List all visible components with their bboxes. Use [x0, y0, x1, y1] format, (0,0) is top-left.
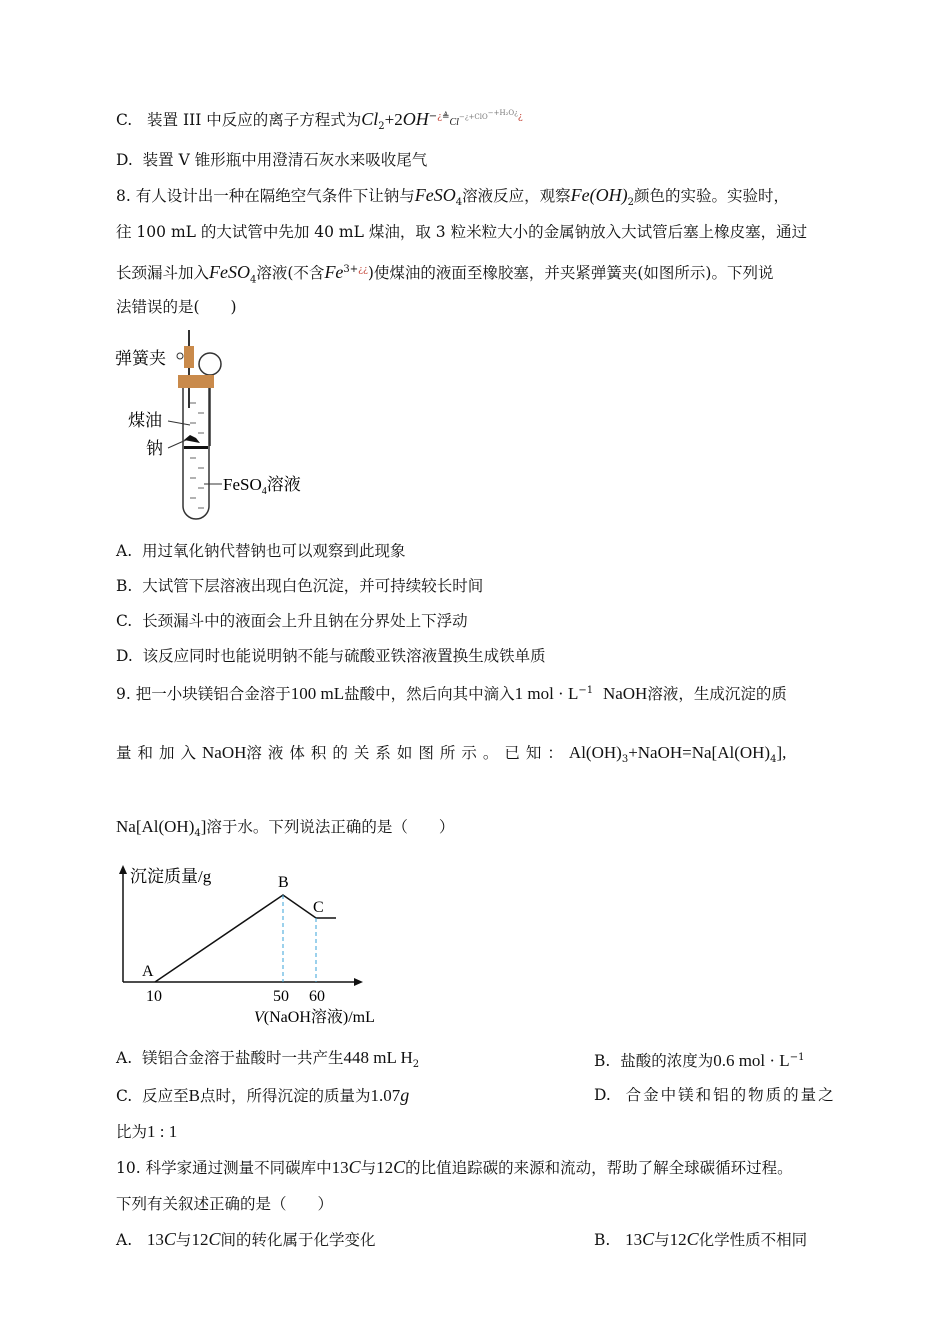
- q8-stem-line-3: [116, 259, 773, 291]
- rubber-tube: [184, 346, 194, 368]
- option-label: A.: [116, 1049, 133, 1067]
- garbled-char: ¿: [517, 111, 523, 122]
- option-label: B.: [594, 1052, 611, 1071]
- subscript: 4: [455, 197, 463, 209]
- kerosene-label: 煤油: [128, 411, 162, 430]
- point-a-label: A: [142, 963, 154, 980]
- option-text: 点时，所得沉淀的质量为: [199, 1087, 371, 1105]
- text: 溶液反应，观察: [462, 187, 571, 205]
- formula: Fe: [324, 262, 344, 283]
- subscript: 4: [250, 274, 257, 286]
- formula: C: [208, 1229, 221, 1249]
- formula: Al(OH): [568, 743, 622, 762]
- q8-stem-line-2: 往 100 mL 的大试管中先加 40 mL 煤油，取 3 粒米粒大小的金属钠放入大试管后塞上橡皮塞，通过: [116, 223, 808, 241]
- interface: [184, 446, 208, 449]
- q8-option-c[interactable]: [116, 610, 468, 632]
- q9-stem-line-3: [116, 816, 454, 845]
- formula: C: [642, 1229, 655, 1249]
- option-text: 装置 V 锥形瓶中用澄清石灰水来吸收尾气: [142, 151, 428, 169]
- test-tube-figure: [110, 328, 340, 528]
- option-text: 装置 III 中反应的离子方程式为: [147, 111, 362, 129]
- option-label: C.: [116, 1087, 133, 1105]
- formula: C: [163, 1229, 176, 1249]
- option-text: 盐酸的浓度为: [620, 1052, 714, 1071]
- option-text: 与: [175, 1231, 192, 1249]
- text: 溶于水。下列说法正确的是（ ）: [206, 818, 455, 836]
- garbled-char: ¿: [437, 111, 442, 122]
- formula: (OH): [589, 185, 628, 205]
- text: 溶液(不含: [256, 264, 325, 283]
- solution-label: FeSO: [223, 475, 262, 494]
- q10-option-b[interactable]: [594, 1228, 807, 1251]
- formula: g: [400, 1085, 410, 1105]
- precipitate-graph: [110, 860, 410, 1030]
- formula: 12: [191, 1230, 209, 1249]
- option-text: 比为: [116, 1123, 148, 1141]
- option-text: 该反应同时也能说明钠不能与硫酸亚铁溶液置换生成铁单质: [142, 647, 546, 665]
- formula: NaOH: [602, 684, 648, 704]
- q9-option-a[interactable]: [116, 1047, 419, 1076]
- formula: 12: [669, 1230, 687, 1249]
- formula: 0.6 mol · L: [713, 1051, 790, 1071]
- q8-option-d[interactable]: [116, 645, 546, 667]
- formula: Cl: [449, 117, 459, 128]
- q9-option-d-cont: [116, 1121, 177, 1143]
- formula: NaOH: [202, 743, 247, 762]
- option-label: A.: [116, 1231, 133, 1249]
- svg-text:FeSO4溶液: [223, 475, 301, 497]
- leader-line: [168, 421, 190, 425]
- x-axis-label-var: V: [254, 1009, 264, 1026]
- option-label: C.: [116, 111, 133, 129]
- q10-stem-line-2: 下列有关叙述正确的是（ ）: [116, 1195, 334, 1213]
- option-label: B.: [116, 577, 133, 595]
- q8-option-b[interactable]: [116, 575, 483, 597]
- superscript: −¿+ClO: [458, 112, 488, 121]
- formula: +NaOH=Na[Al(OH): [628, 743, 771, 762]
- formula: 1.07: [370, 1086, 401, 1105]
- text: 溶液，生成沉淀的质: [647, 685, 787, 704]
- text: 盐酸中，然后向其中滴入: [344, 685, 515, 704]
- option-text: 长颈漏斗中的液面会上升且钠在分界处上下浮动: [142, 612, 468, 630]
- stopper: [178, 375, 214, 388]
- text: )使煤油的液面至橡胶塞，并夹紧弹簧夹(如图所示)。下列说: [367, 264, 774, 283]
- funnel-bulb: [199, 353, 221, 375]
- formula: B: [188, 1086, 200, 1105]
- subscript: 4: [194, 828, 201, 840]
- formula: Na[Al(OH): [116, 817, 195, 836]
- superscript: −+H₂O¿: [487, 109, 518, 117]
- spring-clamp-icon: [177, 353, 183, 359]
- subscript: 4: [770, 754, 777, 766]
- subscript: 2: [378, 121, 385, 133]
- formula: 1 : 1: [147, 1122, 178, 1141]
- clamp-label: 弹簧夹: [115, 349, 166, 368]
- formula: FeSO: [414, 185, 456, 205]
- subscript: 3: [621, 754, 629, 766]
- option-label: A.: [116, 542, 133, 560]
- option-text: 反应至: [142, 1087, 189, 1105]
- subscript: 2: [412, 1059, 420, 1071]
- superscript: −1: [789, 1052, 805, 1063]
- superscript: 3+: [343, 264, 359, 275]
- option-text: 大试管下层溶液出现白色沉淀，并可持续较长时间: [142, 577, 484, 595]
- option-label: D.: [116, 151, 133, 169]
- subscript: 4: [261, 486, 267, 497]
- point-b-label: B: [278, 874, 289, 891]
- q9-option-c[interactable]: [116, 1084, 409, 1107]
- text: 溶液体积的关系如图所示。已知：: [246, 744, 569, 762]
- option-label: B.: [594, 1231, 611, 1249]
- text: 8. 有人设计出一种在隔绝空气条件下让钠与: [116, 187, 415, 205]
- x-axis-label: (NaOH溶液)/mL: [263, 1009, 375, 1026]
- liquid-hatching: [190, 403, 204, 508]
- formula: 448 mL H: [343, 1048, 413, 1067]
- q8-stem-line-4: 法错误的是( ): [116, 298, 237, 316]
- q10-stem-line-1: [116, 1156, 793, 1179]
- q10-option-a[interactable]: [116, 1228, 375, 1251]
- formula: +2: [384, 110, 403, 129]
- garbled-char: ¿¿: [358, 265, 368, 275]
- formula: 13: [331, 1158, 349, 1177]
- formula: Fe: [570, 185, 590, 205]
- formula: Cl: [361, 109, 379, 129]
- formula: 100 mL: [290, 684, 345, 704]
- option-text: 用过氧化钠代替钠也可以观察到此现象: [141, 542, 406, 560]
- point-c-label: C: [313, 899, 324, 916]
- option-label: D.: [116, 647, 133, 665]
- y-axis-arrow-icon: [119, 865, 127, 874]
- option-label: D.: [594, 1086, 611, 1104]
- option-label: C.: [116, 612, 133, 630]
- q9-stem-line-1: [116, 680, 787, 705]
- option-text: 镁铝合金溶于盐酸时一共产生: [141, 1049, 344, 1067]
- formula: ],: [776, 743, 787, 762]
- formula: C: [393, 1157, 406, 1177]
- q9-option-d[interactable]: [594, 1084, 836, 1106]
- formula: 13: [625, 1230, 643, 1249]
- q8-option-a[interactable]: [116, 540, 406, 562]
- text: 长颈漏斗加入: [116, 264, 210, 283]
- heat-arrow: ≜: [441, 111, 450, 122]
- svg-text:V(NaOH溶液)/mL: [254, 1008, 375, 1026]
- sodium-label: 钠: [146, 439, 163, 458]
- formula: FeSO: [209, 262, 250, 283]
- formula: 12: [376, 1158, 394, 1177]
- q9-stem-line-2: [116, 742, 786, 771]
- formula: C: [348, 1157, 361, 1177]
- q7-option-d[interactable]: [116, 149, 427, 171]
- tick-label: 10: [146, 988, 162, 1005]
- text: 颜色的实验。实验时，: [633, 187, 789, 205]
- q8-stem-line-1: [116, 184, 789, 214]
- formula: 13: [146, 1230, 164, 1249]
- sodium-piece: [184, 435, 200, 443]
- tick-label: 50: [273, 988, 289, 1005]
- solution-label-tail: 溶液: [266, 475, 301, 494]
- option-text: 间的转化属于化学变化: [220, 1231, 376, 1249]
- text: 9. 把一小块镁铝合金溶于: [116, 685, 291, 704]
- q7-option-c[interactable]: [116, 102, 523, 138]
- formula: 1 mol · L: [514, 684, 579, 704]
- superscript: −: [428, 110, 438, 122]
- text: 的比值追踪碳的来源和流动，帮助了解全球碳循环过程。: [405, 1159, 793, 1177]
- option-text: 与: [654, 1231, 670, 1249]
- formula: OH: [402, 109, 429, 129]
- option-text: 化学性质不相同: [698, 1231, 808, 1249]
- formula: ]: [200, 817, 207, 836]
- subscript: 2: [627, 197, 634, 209]
- text: 10. 科学家通过测量不同碳库中: [116, 1159, 332, 1177]
- x-axis-arrow-icon: [354, 978, 363, 986]
- tick-label: 60: [309, 988, 325, 1005]
- precipitate-curve: [155, 895, 336, 982]
- text: 量和加入: [116, 744, 203, 762]
- superscript: −1: [578, 685, 594, 696]
- formula: C: [686, 1229, 699, 1249]
- y-axis-label: 沉淀质量/g: [130, 867, 212, 886]
- q9-option-b[interactable]: [594, 1047, 804, 1072]
- option-text: 合金中镁和铝的物质的量之: [625, 1086, 836, 1104]
- text: 与: [360, 1159, 377, 1177]
- test-tube: [183, 388, 209, 519]
